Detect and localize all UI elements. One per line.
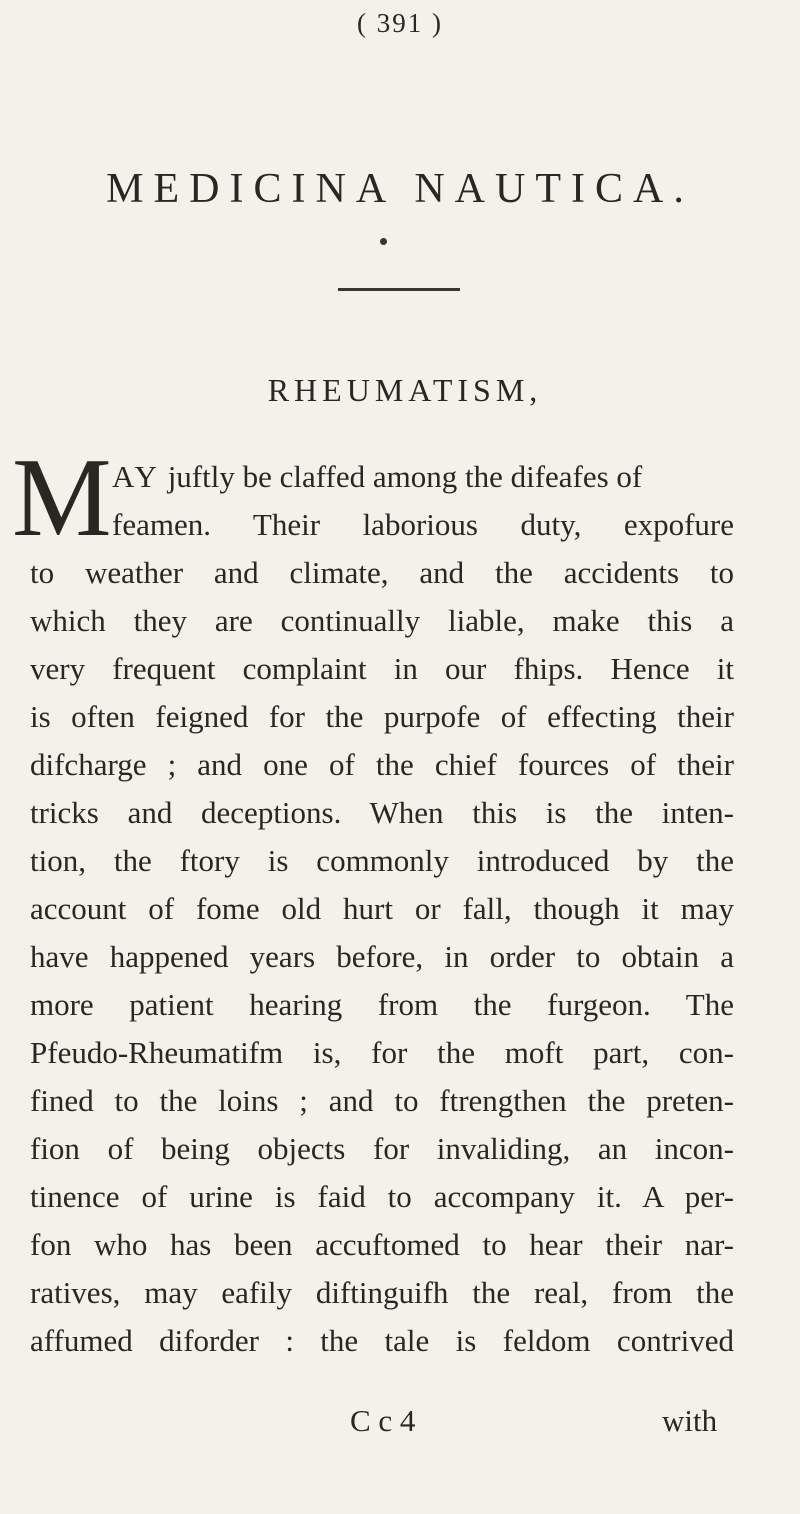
drop-cap: M <box>12 436 112 560</box>
text-line: which they are continually liable, make this a <box>30 603 734 638</box>
running-title: MEDICINA NAUTICA. <box>106 166 694 212</box>
first-line-rest: juftly be claffed among the difeafes of <box>159 459 643 494</box>
section-divider <box>338 288 460 291</box>
text-line: tion, the ftory is commonly introduced by the <box>30 843 734 878</box>
ornament-dot <box>380 238 387 245</box>
text-line: Pfeudo-Rheumatifm is, for the moft part, con- <box>30 1035 734 1070</box>
first-line-lead: AY <box>112 459 160 494</box>
signature-mark: C c 4 <box>350 1403 416 1438</box>
text-line: tinence of urine is faid to accompany it. A per- <box>30 1179 734 1214</box>
text-line: tricks and deceptions. When this is the inten- <box>30 795 734 830</box>
text-line-first <box>112 452 732 502</box>
text-line: fion of being objects for invaliding, an incon- <box>30 1131 734 1166</box>
text-line: is often feigned for the purpofe of effecting their <box>30 699 734 734</box>
text-line: account of fome old hurt or fall, though it may <box>30 891 734 926</box>
text-line: feamen. Their laborious duty, expofure <box>112 507 734 542</box>
text-line: very frequent complaint in our fhips. Hence it <box>30 651 734 686</box>
text-line: ratives, may eafily diftinguifh the real, from the <box>30 1275 734 1310</box>
catchword: with <box>662 1403 718 1438</box>
text-line: difcharge ; and one of the chief fources of their <box>30 747 734 782</box>
text-line: more patient hearing from the furgeon. The <box>30 987 734 1022</box>
text-line: fon who has been accuftomed to hear their nar- <box>30 1227 734 1262</box>
text-line: affumed diforder : the tale is feldom contrived <box>30 1323 734 1358</box>
section-title: RHEUMATISM, <box>267 372 543 408</box>
text-line: to weather and climate, and the accidents to <box>30 555 734 590</box>
text-line: have happened years before, in order to obtain a <box>30 939 734 974</box>
text-line: fined to the loins ; and to ftrengthen the preten- <box>30 1083 734 1118</box>
page-number: ( 391 ) <box>357 8 443 38</box>
